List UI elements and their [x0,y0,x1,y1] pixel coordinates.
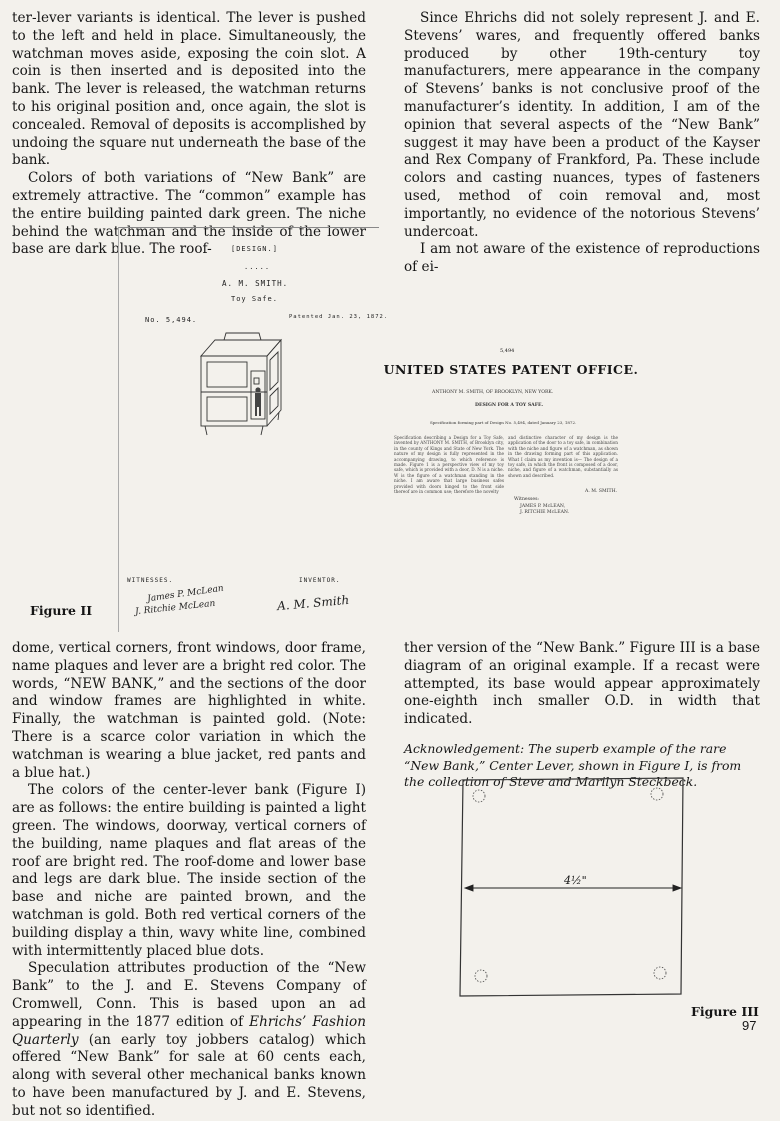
witness-signature-2: J. Ritchie McLean [134,598,216,618]
text-run: Speculation attributes production of the “New Bank” to the J. and E. Stevens Company of Cromwell, Conn. This is based upon an ad appearing in the 1877 edition of [12,960,366,1030]
acknowledgement: Acknowledgement: The superb example of the rare “New Bank,” Center Lever, shown in Figure I, is from the collection of Steve and Marilyn Steckbeck. [404,740,742,790]
spec-line: Specification forming part of Design No. 5,494, dated January 23, 1872. [430,420,577,425]
paragraph [12,960,366,1120]
patent-date: Patented Jan. 23, 1872. [289,314,389,320]
inventor-signature: A. M. Smith [276,592,350,614]
left-column-top [12,10,366,259]
patent-inventor-name: A. M. SMITH. [222,279,289,288]
spec-design-title: DESIGN FOR A TOY SAFE. [475,403,544,408]
witness-signature-1: James P. McLean [146,583,225,605]
spec-witnesses: Witnesses: [514,497,539,502]
spec-author: ANTHONY M. SMITH, OF BROOKLYN, NEW YORK. [432,390,554,395]
base-diagram [457,776,687,998]
patent-number: No. 5,494. [145,316,198,324]
paragraph: ther version of the “New Bank.” Figure III is a base diagram of an original example. If a recast were attempted, its base would appear approximately one-eighth inch smaller O.D. in width that indicated. [404,640,760,728]
page-number: 97 [742,1018,757,1033]
patent-inventor-label: INVENTOR. [299,577,341,584]
toy-safe-drawing [189,326,299,446]
dimension-label: 4½" [561,874,590,887]
right-column-bottom [404,640,760,791]
spec-column-1: Specification describing a Design for a Toy Safe, invented by ANTHONY M. SMITH, of Brooklyn city, in the county of Kings and State of New York. The nature of my design is fully represented in the accompanying drawing, to which reference is made. Figure 1 is a perspective view of my toy safe, which is provided with a door, D. N is a niche. W is the figure of a watchman standing in the niche. I am aware that large business safes provided with doors hinged to the front side thereof are in common use; therefore the novelty [394,435,504,495]
spec-witness-1: JAMES P. McLEAN, [520,504,566,509]
patent-dots: ..... [244,263,271,271]
patent-witnesses-label: WITNESSES. [127,577,174,584]
spec-signature: A. M. SMITH. [585,489,618,494]
patent-subject: Toy Safe. [231,295,278,303]
spec-witness-2: J. RITCHIE McLEAN. [520,510,570,515]
patent-design-label: [DESIGN.] [231,245,278,253]
catalog-title: Ehrichs’ Fashion Quarterly [12,1013,366,1048]
paragraph: Since Ehrichs did not solely represent J. and E. Stevens’ wares, and frequently offered banks produced by other 19th-century toy manufacturers, mere appearance in the company of Stevens’ banks is not conclusive proof of the manufacturer’s identity. In addition, I am of the opinion that several aspects of the “New Bank” suggest it may have been a product of the Kayser and Rex Company of Frankford, Pa. These include colors and casting nuances, types of fasteners used, method of coin removal and, most importantly, no evidence of the notorious Stevens’ undercoat. [404,10,760,240]
patent-specification [380,227,642,631]
paragraph: dome, vertical corners, front windows, door frame, name plaques and lever are a bright red color. The words, “NEW BANK,” and the sections of the door and window frames are highlighted in white. Finally, the watchman is painted gold. (Note: There is a scarce color variation in which the watchman is wearing a blue jacket, red pants and a blue hat.) [12,640,366,781]
paragraph: I am not aware of the existence of reproductions of ei- [404,241,760,276]
figure-3-caption: Figure III [691,1004,759,1019]
patent-drawing-sheet [118,227,389,632]
left-column-bottom [12,640,366,1121]
text-run: (an early toy jobbers catalog) which offered “New Bank” for sale at 60 cents each, along with several other mechanical banks known to have been manufactured by J. and E. Stevens, but not so identified. [12,1031,366,1119]
paragraph: Colors of both variations of “New Bank” are extremely attractive. The “common” example has the entire building painted dark green. The niche behind the watchman and the inside of the lower base are dark blue. The roof- [12,170,366,258]
spec-number: 5,494 [500,348,515,354]
paragraph: The colors of the center-lever bank (Figure I) are as follows: the entire building is painted a light green. The windows, doorway, vertical corners of the building, name plaques and flat areas of the roof are bright red. The roof-dome and lower base and legs are dark blue. The inside section of the base and niche are painted brown, and the watchman is gold. Both red vertical corners of the building display a thin, wavy white line, combined with intermittently placed blue dots. [12,782,366,959]
spec-column-2: and distinctive character of my design is the application of the door to a toy safe, in combination with the niche and figure of a watchman, as shown in the drawing forming part of this application. What I claim as my invention is— The design of a toy safe, in which the front is composed of a door, niche, and figure of a watchman, substantially as shown and described. [508,435,618,478]
patent-office-title: UNITED STATES PATENT OFFICE. [383,362,639,377]
figure-2-caption: Figure II [30,603,93,618]
paragraph: ter-lever variants is identical. The lever is pushed to the left and held in place. Simultaneously, the watchman moves aside, exposing the coin slot. A coin is then inserted and is deposited into the bank. The lever is released, the watchman returns to his original position and, once again, the slot is concealed. Removal of deposits is accomplished by undoing the square nut underneath the base of the bank. [12,10,366,169]
